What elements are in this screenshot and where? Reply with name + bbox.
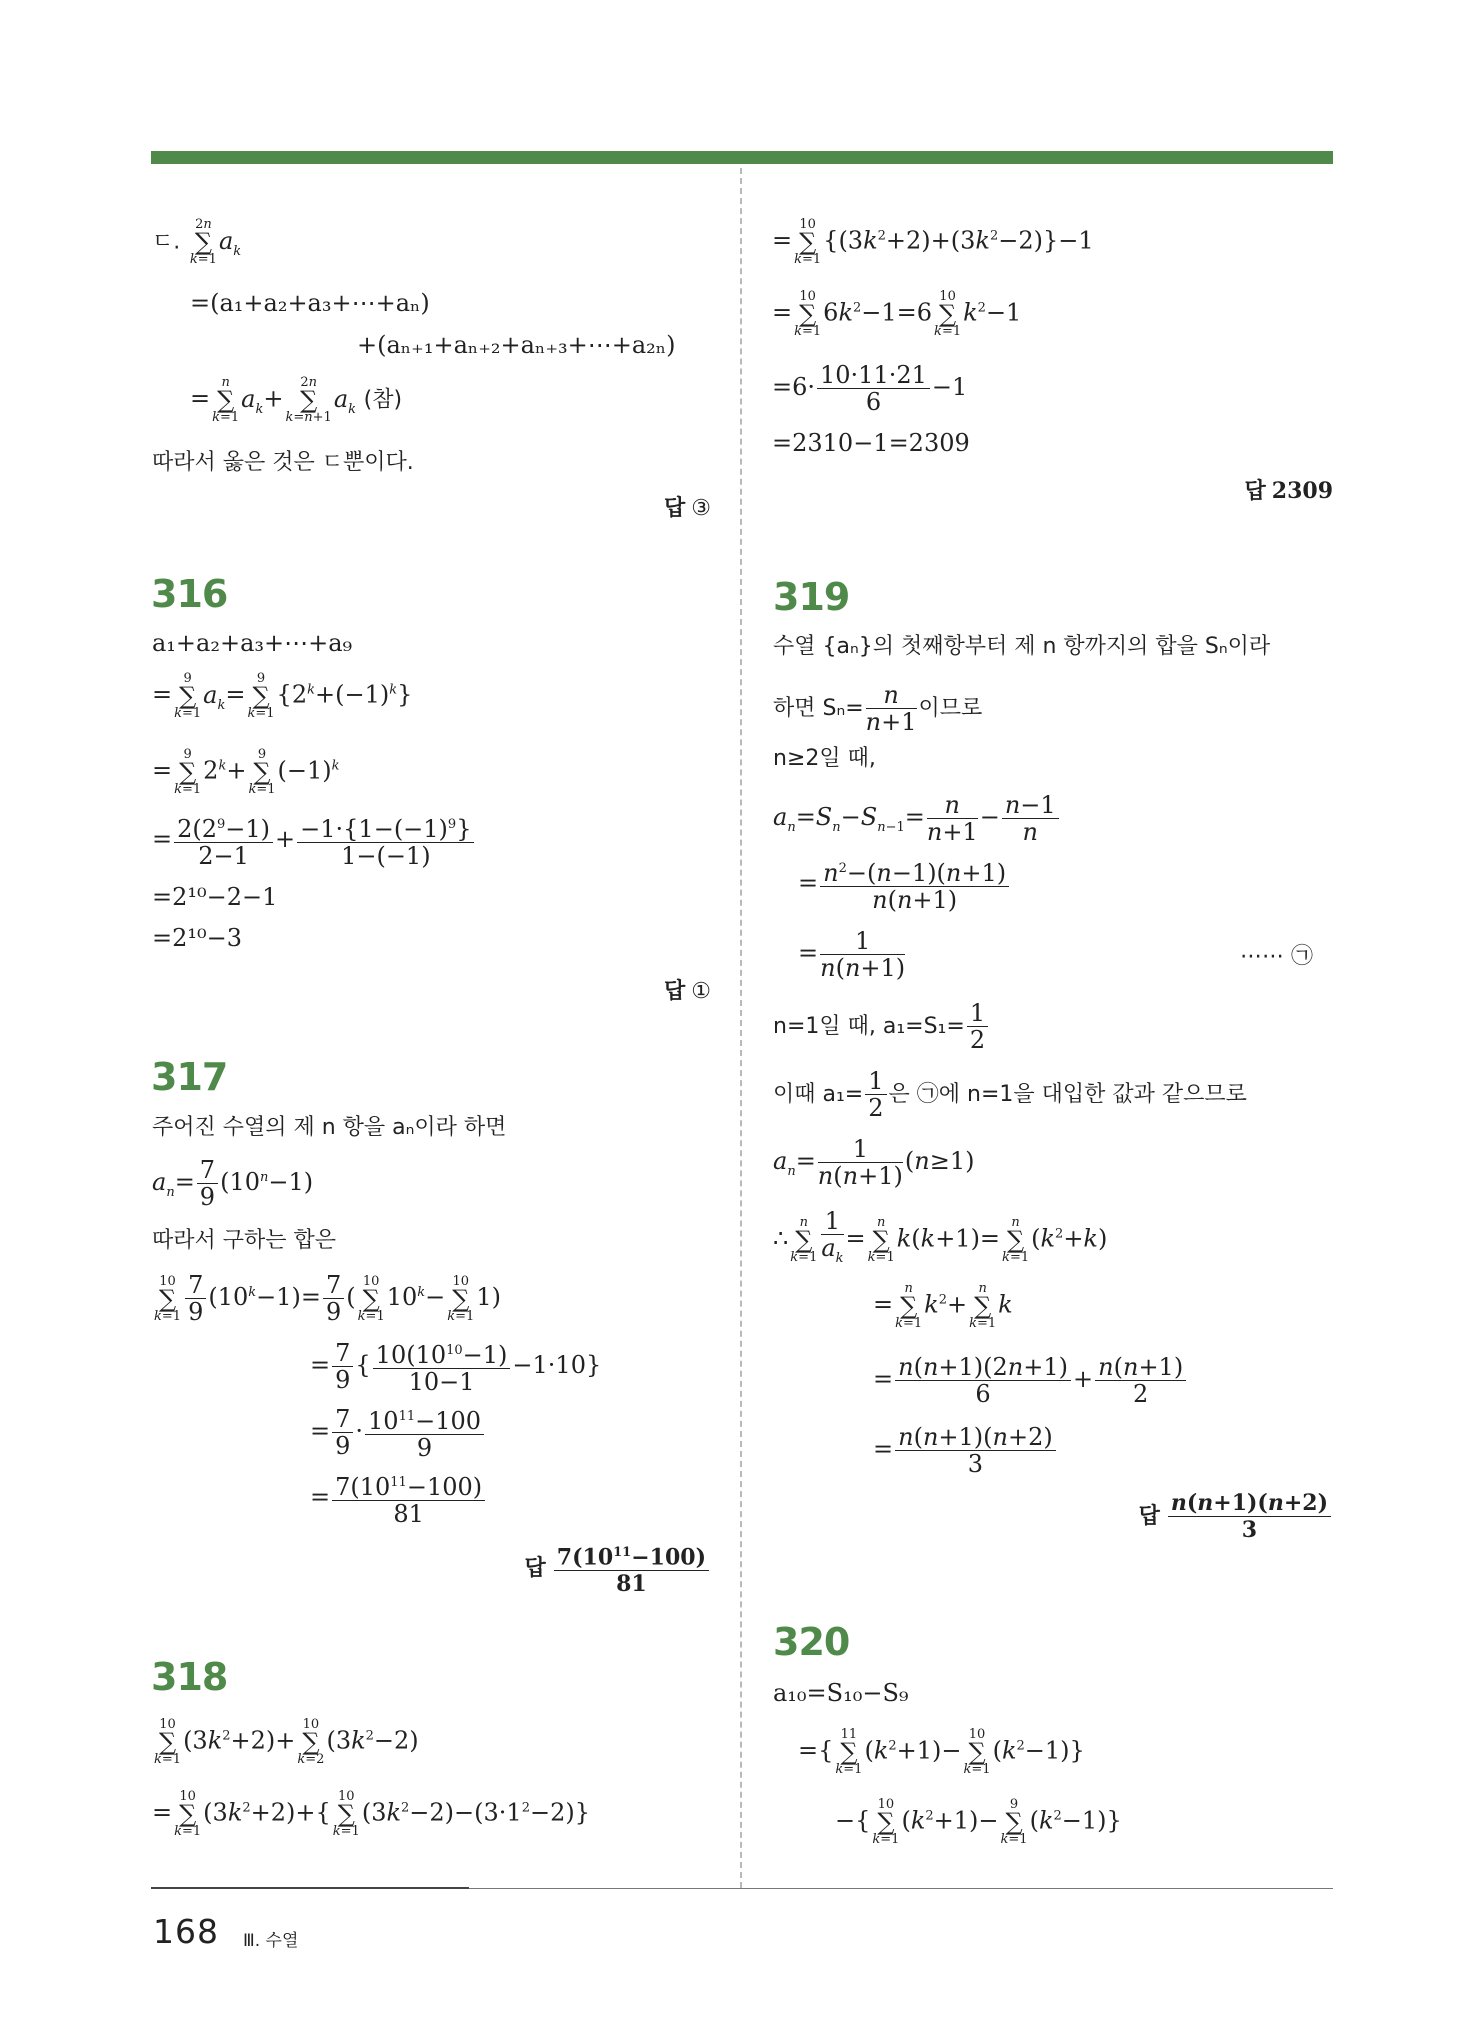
p317-line-5: = $\frac{7}{9}$ { $\frac{10(10^{10}-1)}{10-1}$ −1·10} — [310, 1339, 602, 1396]
p319-line-11: =n ∑ $k=1k^2+n$ ∑ k=1k — [873, 1281, 1013, 1331]
chapter-label: Ⅲ. 수열 — [243, 1931, 299, 1951]
p316-line-5: =2¹⁰−2−1 — [152, 883, 278, 911]
problem-317-number: 317 — [151, 1055, 228, 1099]
p317-line-3: 따라서 구하는 합은 — [152, 1228, 337, 1253]
p319-line-5: = $\frac{n^2-(n-1)(n+1)}{n(n+1)}$ — [798, 856, 1011, 913]
p320-line-2: ={11 ∑ $k=1(k^2+1)-10$ ∑ $k=1(k^2-1)$} — [798, 1727, 1085, 1777]
left-cont-line-3: +(aₙ₊₁+aₙ₊₂+aₙ₊₃+⋯+a₂ₙ) — [357, 331, 676, 359]
p320-line-1: a₁₀=S₁₀−S₉ — [773, 1679, 909, 1707]
p317-line-4: 10 ∑ k=1 $\frac{7}{9}$ $(10^k-1)=$ $\frac{7}{9}$ (10 ∑ $k=110^k-10$ ∑ k=11) — [154, 1271, 501, 1326]
p319-answer: 답 $\frac{n(n+1)(n+2)}{3}$ — [1139, 1490, 1333, 1543]
p318-line-2: =10 ∑ $k=1(3k^2+2)+\{10$ ∑ $k=1(3k^2-2)-(3\cdot 1^2-2)$} — [152, 1789, 590, 1839]
p319-line-1: 수열 {aₙ}의 첫째항부터 제 n 항까지의 합을 Sₙ이라 — [773, 634, 1271, 659]
right-cont-line-1: =10 ∑ $k=1\{(3k^2+2)+(3k^2-2)\}-1$ — [772, 217, 1094, 267]
p319-marker: ⋯⋯ ㉠ — [1240, 944, 1313, 969]
page-number: 168 — [153, 1912, 219, 1951]
p319-line-12: = $\frac{n(n+1)(2n+1)}{6}$ + $\frac{n(n+1)}{2}$ — [873, 1354, 1188, 1407]
left-cont-line-4: =n ∑ $k=1a_k+2n$ ∑ $k=n+1a_k$ (참) — [190, 375, 403, 425]
left-cont-answer: 답 ③ — [664, 496, 711, 521]
right-cont-answer: 답 2309 — [1244, 478, 1333, 504]
p316-line-3: =9 ∑ $k=12^k+9$ ∑ $k=1(-1)^k$ — [152, 747, 340, 797]
right-cont-line-2: =10 ∑ $k=16k^2-1=610$ ∑ $k=1k^2-1$ — [772, 289, 1022, 339]
p319-line-2: 하면 Sₙ= $\frac{n}{n+1}$ 이므로 — [773, 681, 983, 736]
p320-line-3: −{10 ∑ $k=1(k^2+1)-9$ ∑ $k=1(k^2-1)$} — [835, 1797, 1122, 1847]
right-cont-line-4: =2310−1=2309 — [772, 429, 970, 457]
p316-line-1: a₁+a₂+a₃+⋯+a₉ — [152, 629, 353, 657]
p317-line-7: = $\frac{7(10^{11}-100)}{81}$ — [310, 1470, 487, 1527]
p319-line-9: $a_n=$ $\frac{1}{n(n+1)}$ (n≥1) — [773, 1135, 975, 1190]
problem-318-number: 318 — [151, 1655, 228, 1699]
p319-line-13: = $\frac{n(n+1)(n+2)}{3}$ — [873, 1424, 1058, 1477]
p319-line-4: $a_n=S_n-S_{n-1}=$ $\frac{n}{n+1}$ − $\frac{n-1}{n}$ — [773, 792, 1061, 845]
p317-line-2: $a_n=$ $\frac{7}{9}$ $(10^n-1)$ — [152, 1156, 314, 1211]
left-cont-line-2: =(a₁+a₂+a₃+⋯+aₙ) — [190, 289, 430, 317]
p316-line-4: = $\frac{2(2^9-1)}{2-1}$ + $\frac{-1\cdot\{1-(-1)^9\}}{1-(-1)}$ — [152, 812, 476, 869]
right-cont-line-3: =6· $\frac{10\cdot 11\cdot 21}{6}$ −1 — [772, 361, 968, 416]
problem-319-number: 319 — [773, 575, 850, 619]
p316-answer: 답 ① — [664, 979, 711, 1004]
p317-line-6: = $\frac{7}{9}$ · $\frac{10^{11}-100}{9}$ — [310, 1404, 486, 1461]
p319-line-6: = $\frac{1}{n(n+1)}$ — [798, 927, 906, 982]
p319-line-10: ∴n ∑ k=1 $\frac{1}{a_k}$ =n ∑ k=1k(k+1)=n ∑ $k=1(k^2+k)$ — [773, 1207, 1108, 1266]
p319-line-7: n=1일 때, a₁=S₁= $\frac{1}{2}$ — [773, 1000, 990, 1053]
p319-line-3: n≥2일 때, — [773, 746, 876, 771]
problem-316-number: 316 — [151, 572, 228, 616]
problem-320-number: 320 — [773, 1620, 850, 1664]
p319-line-8: 이때 a₁= $\frac{1}{2}$ 은 ㉠에 n=1을 대입한 값과 같으므로 — [773, 1067, 1247, 1122]
p317-line-1: 주어진 수열의 제 n 항을 aₙ이라 하면 — [152, 1115, 507, 1140]
top-green-bar — [151, 151, 1333, 164]
column-divider — [740, 168, 742, 1888]
left-cont-conclusion: 따라서 옳은 것은 ㄷ뿐이다. — [152, 450, 414, 475]
bottom-rule-accent — [151, 1887, 469, 1889]
p316-line-6: =2¹⁰−3 — [152, 924, 242, 952]
p318-line-1: 10 ∑ $k=1(3k^2+2)+10$ ∑ $k=2(3k^2-2)$ — [154, 1717, 419, 1767]
p316-line-2: =9 ∑ $k=1a_k=9$ ∑ $k=1\{2^k+(-1)^k\}$ — [152, 671, 413, 721]
left-cont-line-1: ㄷ. 2n ∑ $k=1a_k$ — [152, 217, 242, 267]
p317-answer: 답 $\frac{7(10^{11}-100)}{81}$ — [525, 1540, 711, 1597]
